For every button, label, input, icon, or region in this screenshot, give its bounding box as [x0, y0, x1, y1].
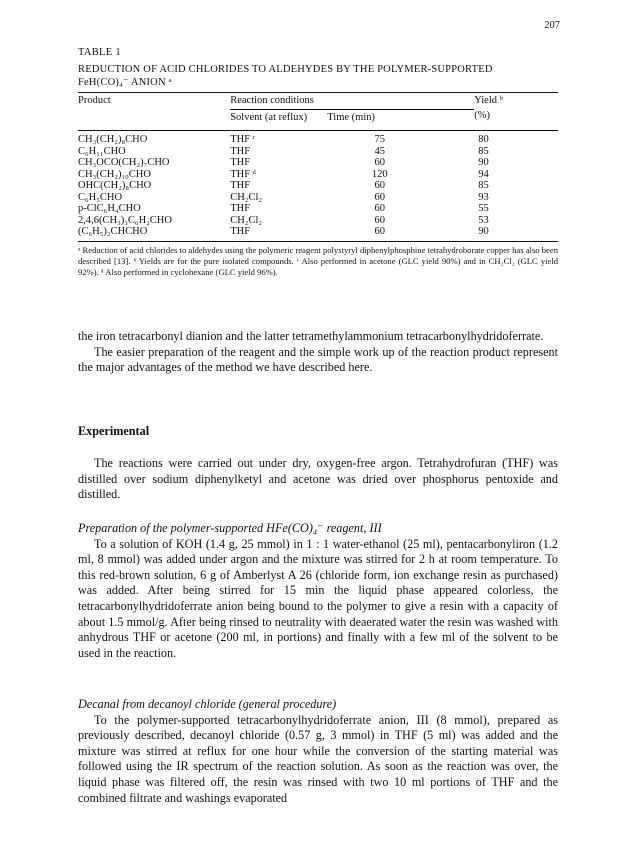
cell-solvent: THF: [230, 226, 251, 237]
section-preparation: [78, 521, 558, 661]
heading-experimental: Experimental: [78, 424, 150, 438]
cell-solvent: THF: [230, 157, 251, 168]
cell-solvent: THF ᶜ: [230, 134, 256, 145]
cell-time: 120: [371, 168, 388, 180]
subheading-decanal: Decanal from decanoyl chloride (general procedure): [78, 697, 337, 711]
cell-yield: 85: [478, 145, 489, 157]
table-subheader-row: [78, 110, 558, 128]
table-row: [78, 180, 558, 192]
table-row: [78, 146, 558, 158]
table-body: [78, 131, 558, 238]
cell-product: OHC(CH₂)₈CHO: [78, 180, 152, 191]
cell-yield: 55: [478, 203, 489, 214]
section-experimental: [78, 424, 558, 440]
body-text-upper: [78, 329, 558, 376]
cell-solvent: CH₂Cl₂: [230, 191, 263, 203]
cell-yield: 90: [478, 157, 489, 168]
table-row: [78, 203, 558, 215]
table-caption-line2: FeH(CO)₄⁻ ANION ᵃ: [78, 77, 172, 88]
section-decanal: [78, 697, 558, 806]
cell-time: 60: [374, 157, 385, 168]
paragraph-preparation: To a solution of KOH (1.4 g, 25 mmol) in 1 : 1 water-ethanol (25 ml), pentacarbonyliron (1.2 ml, 8 mmol) was added under argon and the mixture was stirred for 2 h at room temperature. To this red-brown solution, 6 g of Amberlyst A 26 (chloride form, ion exchange resin as purchased) was added. After being stirred for 15 min the liquid phase appeared colorless, the tetracarbonylhydridoferrate anion being bound to the polymer to give a resin with a capacity of about 1.5 mmol/g. After being rinsed to neutrality with deaerated water the resin was washed with anhydrous THF or acetone (200 ml, in portions) and finally with a few ml of the solvent to be used in the reaction.: [78, 536, 558, 660]
header-yield-unit: (%): [474, 109, 490, 121]
paragraph-conditions: The reactions were carried out under dry, oxygen-free argon. Tetrahydrofuran (THF) was distilled over sodium diphenylketyl and acetone was dried over phosphorus pentoxide and distilled.: [78, 456, 558, 502]
cell-yield: 85: [478, 180, 489, 191]
cell-product: CH₃OCO(CH₂)₇CHO: [78, 157, 170, 168]
table-row: [78, 226, 558, 238]
cell-solvent: THF ᵈ: [230, 168, 256, 180]
cell-yield: 90: [478, 226, 489, 237]
table-row: [78, 192, 558, 204]
cell-product: (C₆H₅)₂CHCHO: [78, 226, 148, 237]
table-bottom-rule: [78, 241, 558, 242]
paragraph-advantages: The easier preparation of the reagent and the simple work up of the reaction product represent the major advantages of the method we have described here.: [78, 344, 558, 375]
cell-solvent: THF: [230, 145, 251, 157]
table-caption: [78, 63, 558, 89]
subheading-preparation: Preparation of the polymer-supported HFe(CO)₄⁻ reagent, III: [78, 521, 382, 535]
table-label: TABLE 1: [78, 47, 121, 58]
cell-product: C₆H₁₁CHO: [78, 145, 126, 157]
cell-time: 60: [374, 180, 385, 191]
cell-solvent: THF: [230, 203, 251, 214]
header-conditions: Reaction conditions: [230, 93, 474, 110]
table-footnotes: ᵃ Reduction of acid chlorides to aldehydes using the polymeric reagent polystyryl diphenylphosphine tetrahydroborate copper has also been described [13]. ᵇ Yields are for the pure isolated compounds. ᶜ Also performed in acetone (GLC yield 90%) and in CH₂Cl₂ (GLC yield 92%). ᵈ Also performed in cyclohexane (GLC yield 96%).: [78, 244, 558, 277]
cell-yield: 93: [478, 191, 489, 203]
results-table: [78, 92, 558, 238]
cell-solvent: THF: [230, 180, 251, 191]
table-1: [78, 47, 558, 278]
table-row: [78, 131, 558, 146]
cell-time: 60: [374, 214, 385, 226]
cell-yield: 94: [478, 168, 489, 180]
header-time: Time (min): [327, 110, 474, 128]
cell-time: 60: [374, 191, 385, 203]
header-solvent: Solvent (at reflux): [230, 110, 327, 128]
cell-yield: 53: [478, 214, 489, 226]
header-yield: Yield ᵇ: [474, 93, 558, 110]
table-row: [78, 169, 558, 181]
cell-time: 45: [374, 145, 385, 157]
paragraph-continuation: the iron tetracarbonyl dianion and the latter tetramethylammonium tetracarbonylhydridoferrate.: [78, 329, 544, 343]
cell-time: 60: [374, 226, 385, 237]
table-header-row: [78, 93, 558, 110]
cell-time: 75: [374, 134, 385, 145]
paragraph-decanal: To the polymer-supported tetracarbonylhydridoferrate anion, III (8 mmol), prepared as previously described, decanoyl chloride (0.57 g, 3 mmol) in THF (5 ml) was added and the mixture was stirred at reflux for one hour while the conversion of the starting material was followed using the IR spectrum of the reaction solution. As soon as the reaction was over, the liquid phase was filtered off, the resin was rinsed with two 10 ml portions of THF and the combined filtrate and washings evaporated: [78, 712, 558, 805]
cell-product: CH₃(CH₂)₈CHO: [78, 134, 148, 145]
cell-solvent: CH₂Cl₂: [230, 214, 263, 226]
cell-product: 2,4,6(CH₃)₃C₆H₂CHO: [78, 214, 172, 226]
body-text-experimental: [78, 456, 558, 503]
cell-yield: 80: [478, 134, 489, 145]
cell-product: C₆H₅CHO: [78, 191, 123, 203]
header-product: Product: [78, 93, 230, 110]
cell-product: CH₃(CH₂)₁₀CHO: [78, 168, 151, 180]
table-row: [78, 157, 558, 169]
cell-time: 60: [374, 203, 385, 214]
table-row: [78, 215, 558, 227]
cell-product: p-ClC₆H₄CHO: [78, 203, 141, 214]
table-caption-line1: REDUCTION OF ACID CHLORIDES TO ALDEHYDES BY THE POLYMER-SUPPORTED: [78, 64, 493, 75]
page-number: 207: [544, 20, 560, 31]
